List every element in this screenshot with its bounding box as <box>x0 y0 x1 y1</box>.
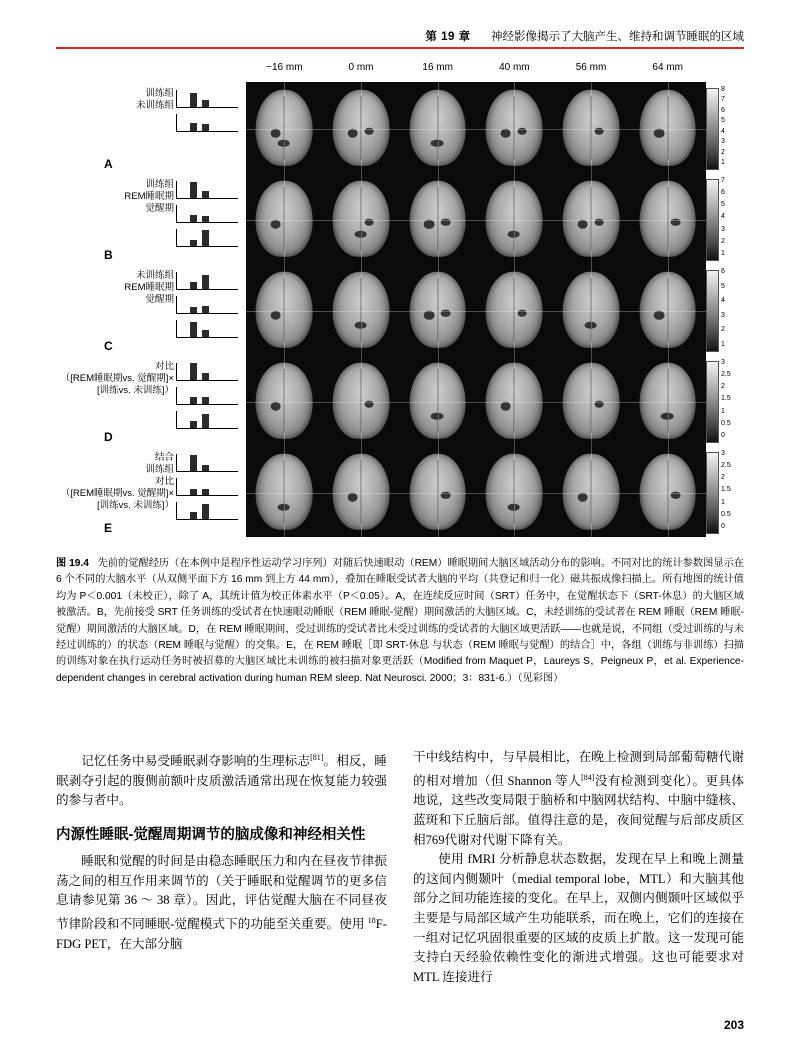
brain-slice <box>476 264 553 355</box>
brain-slice <box>399 446 476 537</box>
panel-a-barcharts <box>176 88 244 166</box>
panel-a-row-labels <box>56 88 174 166</box>
colorbar-tick: 4 <box>721 127 725 135</box>
colorbar-tick: 2 <box>721 326 725 334</box>
page-number: 203 <box>723 1018 744 1032</box>
brain-slice <box>399 264 476 355</box>
colorbar-tick: 1 <box>721 249 725 257</box>
panel-e-row-labels <box>56 452 174 530</box>
chapter-number: 第 19 章 <box>425 31 471 43</box>
brain-slice <box>553 173 630 264</box>
panel-c-brain-slices <box>246 264 706 355</box>
row-label: 未训练组 <box>135 100 174 111</box>
panel-e-colorbar <box>706 452 744 532</box>
colorbar-tick: 5 <box>721 117 725 125</box>
colorbar-tick: 1 <box>721 498 725 506</box>
row-label: （[REM睡眠期vs. 觉醒期]× <box>60 488 174 499</box>
figure-caption-text: 先前的觉醒经历（在本例中是程序性运动学习序列）对随后快速眼动（REM）睡眠期间大脑区域活动分布的影响。不同对比的统计参数图显示在 6 个不同的大脑水平（从双侧平面下方 16 mm 到上方 44 mm），叠加在睡眠受试者大脑的平均（共登记和归一化）磁共振成像扫描上。所有地图的统计值均为 P＜0.001（未校正），除了 A，其统计值为校正体素水平（P＜0.05）。A，在连续反应时间（SRT）任务中，在觉醒状态下（SRT-休息）的大脑区域被激活。B，先前接受 SRT 任务训练的受试者在快速眼动睡眠（REM 睡眠-觉醒）期间激活的大脑区域。C，未经训练的受试者在 REM 睡眠（REM 睡眠-觉醒）期间激活的大脑区域。D，在 REM 睡眠期间，受过训练的受试者比未受过训练的受试者的大脑区域更活跃——也就是说，不同组（受过训练的与未经过训练的）的状态（REM 睡眠与觉醒）的交集。E，在 REM 睡眠［即 SRT-休息 与状态（REM 睡眠与觉醒）的结合］中，各组（训练与非训练）扫描的训练对象在执行运动任务时被招募的大脑区域比未训练的被扫描对象更活跃（Modified from Maquet P，Laureys S，Peigneux P，et al. Experience-dependent changes in cerebral activation during human REM sleep. Nat Neurosci. 2000；3：831-6.）（见彩图） <box>56 558 744 684</box>
panel-letter-d: D <box>104 430 113 444</box>
brain-slice <box>246 82 323 173</box>
colorbar-tick: 3 <box>721 311 725 319</box>
colorbar-tick: 5 <box>721 282 725 290</box>
colorbar-tick: 2.5 <box>721 462 731 470</box>
brain-slice <box>476 355 553 446</box>
brain-slice <box>323 173 400 264</box>
figure-caption <box>56 556 744 687</box>
brain-slice <box>246 264 323 355</box>
row-label: 结合 <box>154 452 174 463</box>
panel-d-colorbar <box>706 361 744 441</box>
colorbar-tick: 4 <box>721 213 725 221</box>
figure-panel-b <box>56 173 744 264</box>
figure-slice-labels <box>246 62 706 80</box>
colorbar-tick: 2 <box>721 383 725 391</box>
figure-panels <box>56 82 744 540</box>
colorbar-tick: 1 <box>721 158 725 166</box>
section-heading: 内源性睡眠-觉醒周期调节的脑成像和神经相关性 <box>56 826 366 843</box>
panel-c-barcharts <box>176 270 244 348</box>
colorbar-tick: 0.5 <box>721 510 731 518</box>
brain-slice <box>629 355 706 446</box>
brain-slice <box>323 446 400 537</box>
row-label: REM睡眠期 <box>124 191 174 202</box>
panel-d-row-labels <box>56 361 174 439</box>
header-rule <box>56 47 744 49</box>
chapter-title: 神经影像揭示了大脑产生、维持和调节睡眠的区域 <box>491 31 744 43</box>
panel-d-barcharts <box>176 361 244 439</box>
figure-panel-e <box>56 446 744 537</box>
panel-letter-e: E <box>104 521 113 535</box>
colorbar-tick: 8 <box>721 86 725 93</box>
brain-slice <box>399 355 476 446</box>
brain-slice <box>399 173 476 264</box>
brain-slice <box>476 173 553 264</box>
panel-c-row-labels <box>56 270 174 348</box>
panel-letter-b: B <box>104 248 113 262</box>
slice-label: −16 mm <box>266 62 303 73</box>
paragraph: 使用 fMRI 分析静息状态数据，发现在早上和晚上测量的这间内侧颞叶（medial temporal lobe，MTL）和大脑其他部分之间功能连接的变化。在早上，双侧内侧颞叶区域似乎主要是与局部区域产生功能联系，而在晚上，它们的连接在一组对记忆巩固很重要的区域的皮质上扩散。这一发现可能支持白天经验依赖性变化的渐进式增强。这也可能要求对 MTL 连接进行 <box>413 852 744 984</box>
row-label: REM睡眠期 <box>124 282 174 293</box>
colorbar-tick: 0 <box>721 522 725 530</box>
colorbar-tick: 6 <box>721 189 725 197</box>
slice-label: 0 mm <box>348 62 374 73</box>
colorbar-tick: 1.5 <box>721 486 731 494</box>
brain-slice <box>476 446 553 537</box>
panel-letter-a: A <box>104 157 113 171</box>
colorbar-tick: 1.5 <box>721 395 731 403</box>
brain-slice <box>323 264 400 355</box>
slice-label: 64 mm <box>652 62 683 73</box>
slice-label: 56 mm <box>575 62 607 73</box>
figure-number: 图 19.4 <box>56 558 89 569</box>
brain-slice <box>553 446 630 537</box>
colorbar-tick: 4 <box>721 297 725 305</box>
figure-panel-a <box>56 82 744 173</box>
running-header <box>56 28 744 44</box>
row-label: 觉醒期 <box>145 294 174 305</box>
panel-a-colorbar <box>706 88 744 168</box>
colorbar-tick: 0 <box>721 431 725 439</box>
colorbar-tick: 6 <box>721 106 725 114</box>
figure-panel-d <box>56 355 744 446</box>
brain-slice <box>629 173 706 264</box>
colorbar-tick: 5 <box>721 201 725 209</box>
brain-slice <box>476 82 553 173</box>
row-label: 觉醒期 <box>145 203 174 214</box>
colorbar-tick: 1 <box>721 407 725 415</box>
panel-b-barcharts <box>176 179 244 257</box>
row-label: 对比 <box>154 476 174 487</box>
colorbar-tick: 6 <box>721 268 725 275</box>
panel-b-row-labels <box>56 179 174 257</box>
panel-c-colorbar <box>706 270 744 350</box>
brain-slice <box>246 355 323 446</box>
brain-slice <box>323 82 400 173</box>
row-label: 未训练组 <box>135 270 174 281</box>
left-column <box>56 748 387 998</box>
colorbar-tick: 1 <box>721 340 725 348</box>
panel-e-brain-slices <box>246 446 706 537</box>
panel-d-brain-slices <box>246 355 706 446</box>
right-column <box>413 748 744 998</box>
colorbar-tick: 0.5 <box>721 419 731 427</box>
panel-b-colorbar <box>706 179 744 259</box>
panel-b-brain-slices <box>246 173 706 264</box>
row-label: （[REM睡眠期vs. 觉醒期]× <box>60 373 174 384</box>
colorbar-tick: 3 <box>721 450 725 457</box>
brain-slice <box>629 446 706 537</box>
body-text <box>56 748 744 998</box>
paragraph: 干中线结构中，与早晨相比，在晚上检测到局部葡萄糖代谢的相对增加（但 Shannon 等人[84]没有检测到变化）。更具体地说，这些改变局限于脑桥和中脑网状结构、中脑中缝核、蓝斑和下丘脑后部。值得注意的是，夜间觉醒与后部皮质区相769代谢对代谢下降有关。 <box>413 750 745 847</box>
row-label: 训练组 <box>145 179 174 190</box>
row-label: 训练组 <box>145 464 174 475</box>
colorbar-tick: 7 <box>721 96 725 104</box>
paragraph: 记忆任务中易受睡眠剥夺影响的生理标志[81]。相反，睡眠剥夺引起的腹侧前额叶皮质激活通常出现在恢复能力较强的参与者中。 <box>56 753 388 808</box>
row-label: 训练组 <box>145 88 174 99</box>
row-label: [训练vs. 未训练]） <box>96 500 174 511</box>
colorbar-tick: 3 <box>721 138 725 146</box>
row-label: [训练vs. 未训练]） <box>96 385 174 396</box>
colorbar-tick: 3 <box>721 225 725 233</box>
figure-19-4 <box>56 62 744 542</box>
panel-letter-c: C <box>104 339 113 353</box>
colorbar-tick: 2 <box>721 474 725 482</box>
brain-slice <box>553 264 630 355</box>
colorbar-tick: 2.5 <box>721 371 731 379</box>
brain-slice <box>629 82 706 173</box>
colorbar-tick: 3 <box>721 359 725 366</box>
brain-slice <box>629 264 706 355</box>
row-label: 对比 <box>154 361 174 372</box>
brain-slice <box>323 355 400 446</box>
brain-slice <box>553 355 630 446</box>
figure-panel-c <box>56 264 744 355</box>
slice-label: 16 mm <box>422 62 453 73</box>
paragraph: 睡眠和觉醒的时间是由稳态睡眠压力和内在昼夜节律振荡之间的相互作用来调节的（关于睡眠和觉醒调节的更多信息请参见第 36 ～ 38 章）。因此，评估觉醒大脑在不同昼夜节律阶段和不同睡眠-觉醒模式下的功能至关重要。使用 $^{18}$F-FDG PET，在大部分脑 <box>56 853 387 951</box>
colorbar-tick: 2 <box>721 237 725 245</box>
colorbar-tick: 7 <box>721 177 725 184</box>
colorbar-tick: 2 <box>721 148 725 156</box>
brain-slice <box>553 82 630 173</box>
panel-e-barcharts <box>176 452 244 530</box>
panel-a-brain-slices <box>246 82 706 173</box>
brain-slice <box>399 82 476 173</box>
brain-slice <box>246 446 323 537</box>
slice-label: 40 mm <box>499 62 530 73</box>
brain-slice <box>246 173 323 264</box>
